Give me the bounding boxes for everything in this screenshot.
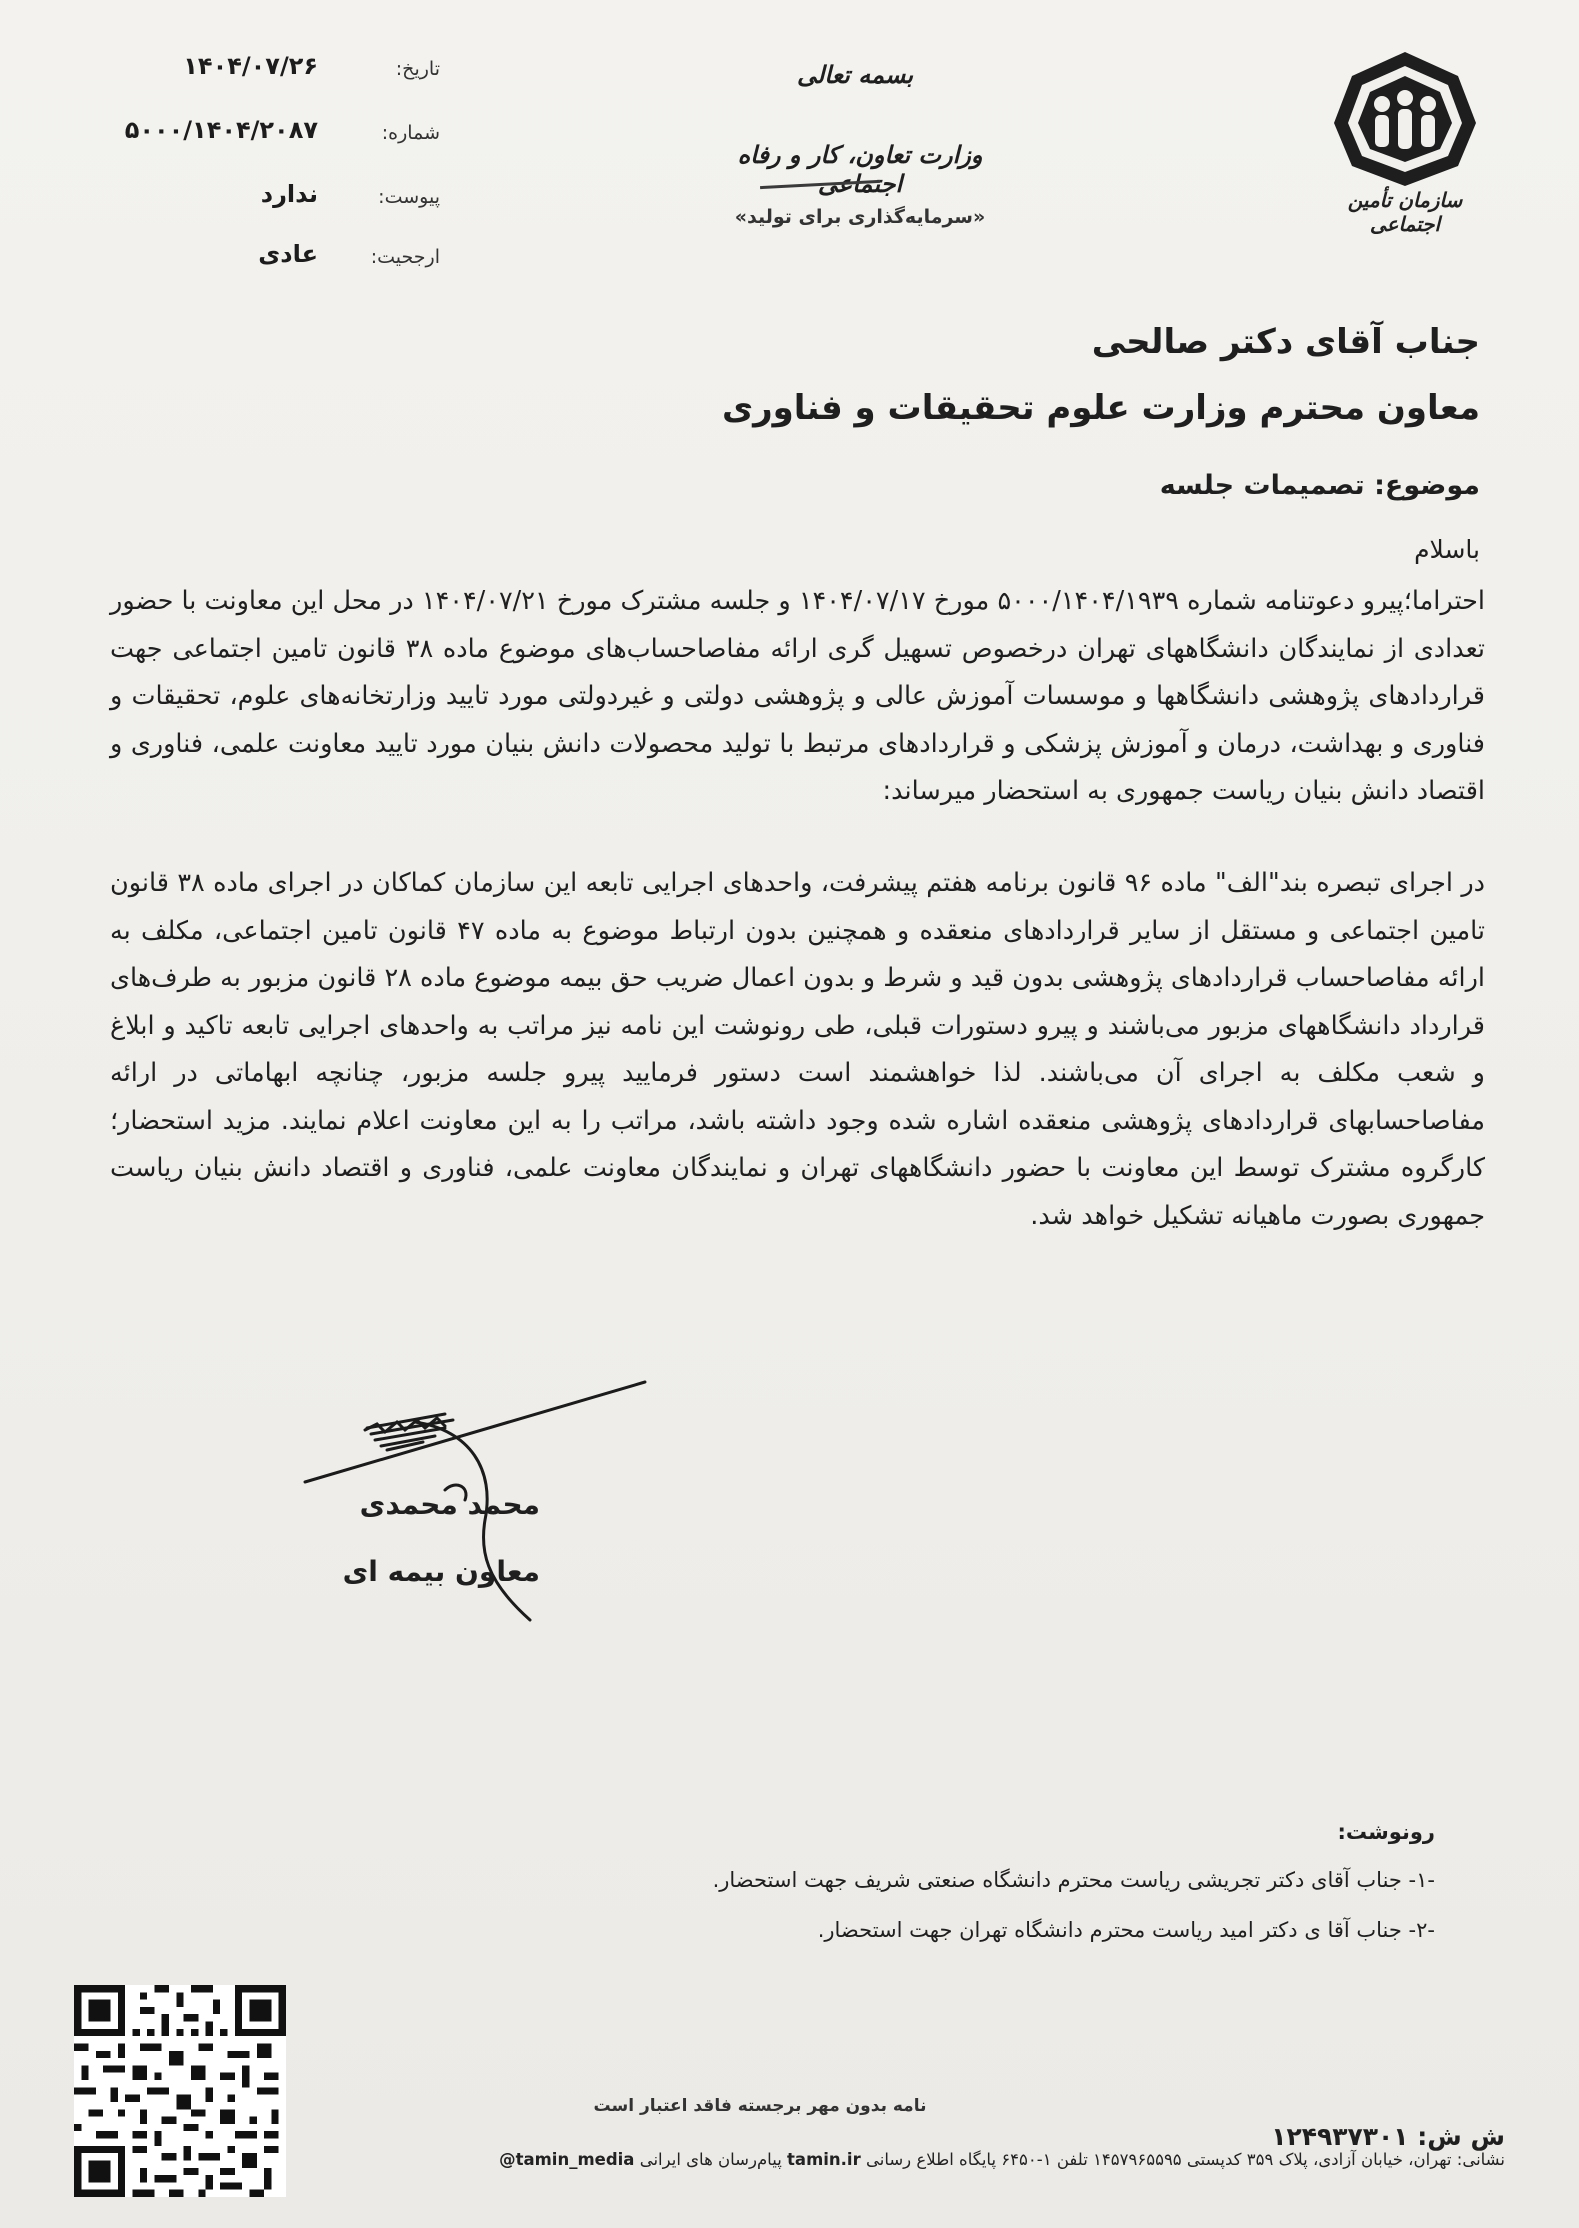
website-link[interactable]: tamin.ir (787, 2150, 861, 2169)
cc-item: -۲- جناب آقا ی دکتر امید ریاست محترم دانشگاه تهران جهت استحضار. (817, 1918, 1435, 1942)
stamp-validity-note: نامه بدون مهر برجسته فاقد اعتبار است (593, 2096, 927, 2116)
reference-label: ش ش: (1417, 2122, 1505, 2151)
slogan: «سرمایه‌گذاری برای تولید» (734, 206, 986, 228)
body-paragraph-2: در اجرای تبصره بند"الف" ماده ۹۶ قانون برنامه هفتم پیشرفت، واحدهای اجرایی تابعه این سازمان کماکان در اجرای ماده ۳۸ قانون تامین اجتماعی و مستقل از سایر قراردادهای منعقده و همچنین بدون ارتباط موضوع به ماده ۴۷ قانون تامین اجتماعی، مکلف به ارائه مفاصاحساب قراردادهای پژوهشی بدون قید و شرط و بدون اعمال ضریب حق بیمه موضوع ماده ۲۸ قانون مزبور به طرف‌های قرارداد دانشگاههای مزبور می‌باشند و پیرو دستورات قبلی، طی رونوشت این نامه نیز مراتب به واحدهای اجرایی تابعه تاکید و ابلاغ و شعب مکلف به اجرای آن می‌باشند. لذا خواهشمند است دستور فرمایید پیرو جلسه مزبور، چنانچه ابهاماتی در ارائه مفاصاحسابهای قراردادهای پژوهشی منعقده اشاره شده وجود داشته باشد، مراتب را به این معاونت اعلام نمایند. مزید استحضار؛کارگروه مشترک توسط این معاونت با حضور دانشگاههای تهران و نمایندگان معاونت علمی، فناوری و اقتصاد دانش بنیان ریاست جمهوری بصورت ماهیانه تشکیل خواهد شد. (110, 868, 1485, 1231)
subject-value: تصمیمات جلسه (1159, 470, 1365, 501)
ministry-name: وزارت تعاون، کار و رفاه اجتماعی (737, 140, 983, 198)
meta-number (110, 116, 440, 156)
body-paragraph-1: احتراما؛پیرو دعوتنامه شماره ۵۰۰۰/۱۴۰۴/۱۹۳۹ مورخ ۱۴۰۴/۰۷/۱۷ و جلسه مشترک مورخ ۱۴۰۴/۰۷/۲۱ در محل این معاونت با حضور تعدادی از نمایندگان دانشگاههای تهران درخصوص تسهیل گری ارائه مفاصاحساب‌های موضوع ماده ۳۸ قانون تامین اجتماعی جهت قراردادهای پژوهشی دانشگاهها و موسسات آموزش عالی و پژوهشی دولتی و غیردولتی مورد تایید وزارتخانه‌های علوم، تحقیقات و فناوری و بهداشت، درمان و آموزش پزشکی و قراردادهای مرتبط با تولید محصولات دانش بنیان مورد تایید معاونت علمی، فناوری و اقتصاد دانش بنیان ریاست جمهوری به استحضار میرساند: (110, 586, 1485, 806)
cc-item: -۱- جناب آقای دکتر تجریشی ریاست محترم دانشگاه صنعتی شریف جهت استحضار. (712, 1868, 1435, 1892)
qr-code-icon[interactable] (74, 1985, 286, 2197)
meta-attachment (110, 180, 440, 220)
date-label: تاریخ: (395, 58, 440, 80)
addressee-title: معاون محترم وزارت علوم تحقیقات و فناوری (721, 388, 1480, 428)
tamin-ejtemaei-logo-icon (1330, 48, 1480, 188)
subject-line (900, 470, 1480, 501)
date-value: ۱۴۰۴/۰۷/۲۶ (183, 52, 318, 80)
messenger-label: پیام‌رسان های ایرانی (639, 2150, 782, 2169)
priority-label: ارجحیت: (370, 246, 440, 268)
subject-label: موضوع: (1374, 470, 1480, 501)
signatory-title: معاون بیمه ای (342, 1555, 540, 1588)
meta-date (110, 52, 440, 92)
number-value: ۵۰۰۰/۱۴۰۴/۲۰۸۷ (124, 116, 318, 144)
number-label: شماره: (381, 122, 440, 144)
bismillah: بسمه تعالی (796, 60, 914, 89)
addressee-name: جناب آقای دکتر صالحی (1091, 322, 1480, 362)
logo-caption: سازمان تأمین اجتماعی (1347, 188, 1463, 236)
attachment-value: ندارد (260, 180, 318, 208)
cc-title: رونوشت: (1337, 1820, 1435, 1844)
attachment-label: پیوست: (378, 186, 440, 208)
signatory-name: محمد محمدی (359, 1488, 540, 1521)
address-text: نشانی: تهران، خیابان آزادی، پلاک ۳۵۹ کدپستی ۱۴۵۷۹۶۵۵۹۵ تلفن ۱-۶۴۵۰ پایگاه اطلاع رسانی (865, 2150, 1505, 2169)
priority-value: عادی (258, 240, 318, 268)
reference-number (1230, 2122, 1505, 2151)
social-handle-link[interactable]: @tamin_media (499, 2150, 635, 2169)
reference-value: ۱۲۴۹۳۷۳۰۱ (1271, 2122, 1409, 2151)
footer-address (345, 2150, 1505, 2169)
greeting: باسلام (1414, 535, 1480, 564)
meta-priority (110, 240, 440, 280)
